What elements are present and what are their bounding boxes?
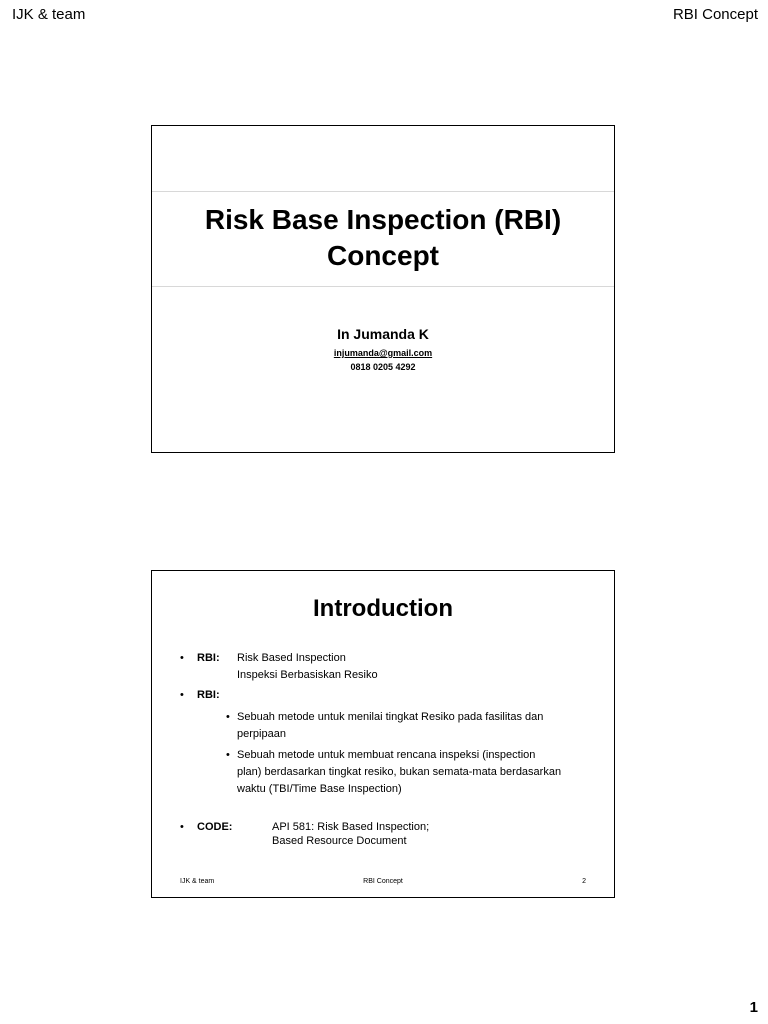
- slide-footer-page: 2: [582, 878, 586, 885]
- slide-footer-center: RBI Concept: [363, 878, 403, 885]
- code-label: CODE:: [197, 821, 233, 833]
- code-line2: Based Resource Document: [272, 835, 407, 847]
- page-number: 1: [749, 999, 758, 1016]
- title-line-1: Risk Base Inspection (RBI): [204, 204, 562, 235]
- page-header-right: RBI Concept: [672, 6, 758, 23]
- slide-title-heading: [152, 202, 614, 274]
- rbi1-label: RBI:: [197, 652, 220, 664]
- slide-introduction-heading: Introduction: [313, 595, 453, 622]
- sub2-line3: waktu (TBI/Time Base Inspection): [237, 783, 402, 795]
- slide-introduction: [151, 570, 615, 898]
- sub-bullet-icon: •: [226, 711, 230, 723]
- rbi1-line2: Inspeksi Berbasiskan Resiko: [237, 669, 378, 681]
- author-name: In Jumanda K: [337, 326, 429, 342]
- page-header-left: IJK & team: [12, 6, 86, 23]
- slide-title: [151, 125, 615, 453]
- code-line1: API 581: Risk Based Inspection;: [272, 821, 430, 833]
- bullet-icon: •: [180, 821, 184, 833]
- title-line-2: Concept: [327, 240, 439, 271]
- slide-footer-left: IJK & team: [180, 878, 215, 885]
- bullet-icon: •: [180, 689, 184, 701]
- sub2-line1: Sebuah metode untuk membuat rencana inspeksi (inspection: [237, 749, 536, 761]
- rbi2-label: RBI:: [197, 689, 220, 701]
- rbi1-line1: Risk Based Inspection: [237, 652, 346, 664]
- sub1-line2: perpipaan: [237, 728, 286, 740]
- divider-top: [152, 191, 614, 192]
- divider-bottom: [152, 286, 614, 287]
- bullet-icon: •: [180, 652, 184, 664]
- author-email-link[interactable]: injumanda@gmail.com: [333, 348, 433, 358]
- author-phone: 0818 0205 4292: [350, 362, 416, 372]
- sub1-line1: Sebuah metode untuk menilai tingkat Resiko pada fasilitas dan: [237, 711, 544, 723]
- sub-bullet-icon: •: [226, 749, 230, 761]
- sub2-line2: plan) berdasarkan tingkat resiko, bukan semata-mata berdasarkan: [237, 766, 562, 778]
